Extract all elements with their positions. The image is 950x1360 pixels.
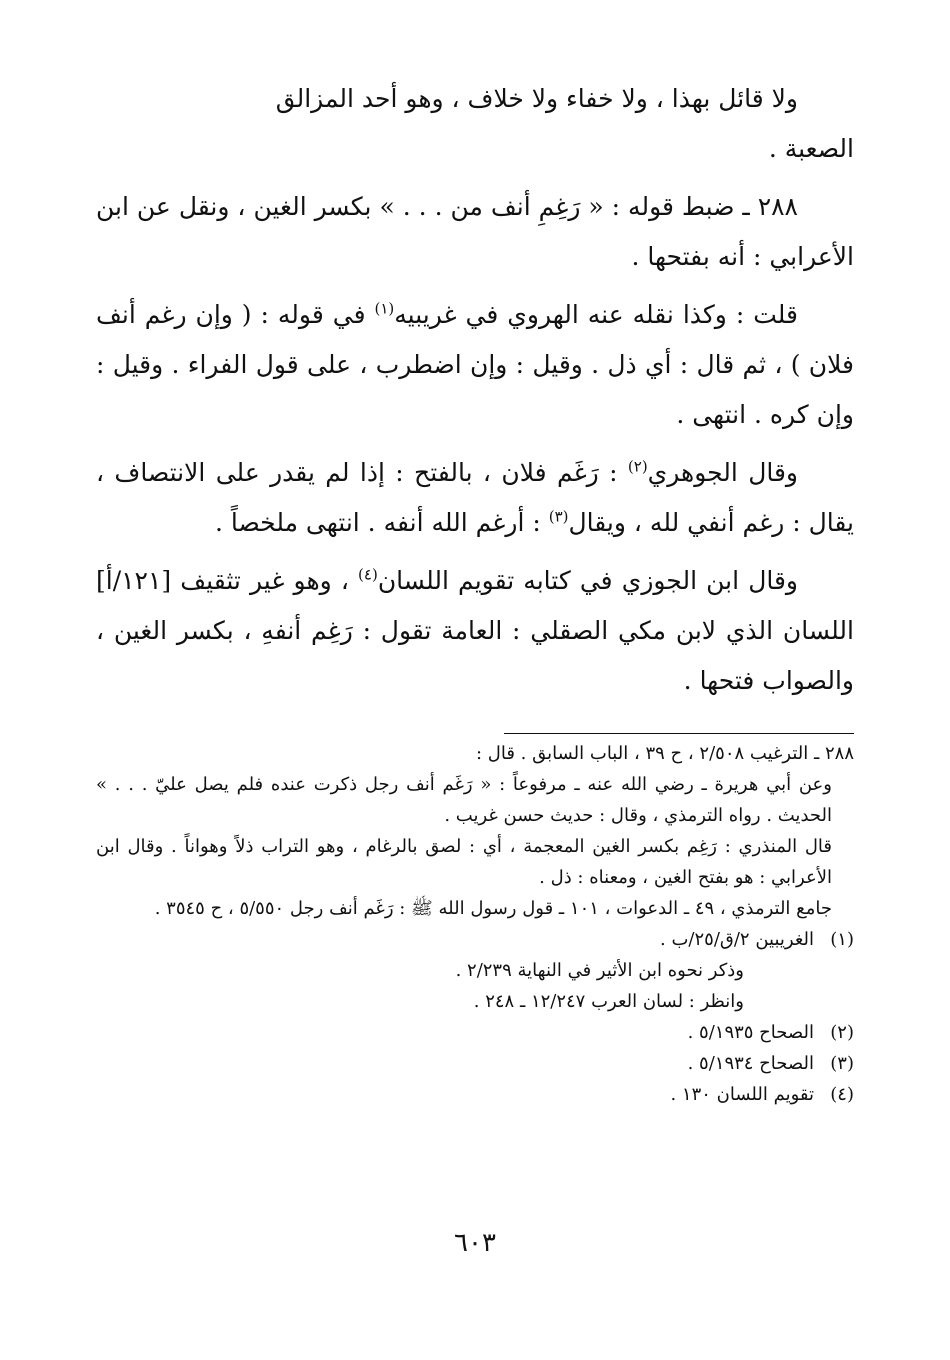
p1-line-1: ولا قائل بهذا ، ولا خفاء ولا خلاف ، وهو أحد المزالق (275, 84, 798, 113)
footnote-1-number: (١) (830, 929, 854, 950)
main-text-body (96, 74, 854, 714)
note-288-hadith: وعن أبي هريرة ـ رضي الله عنه ـ مرفوعاً : « رَغَم أنف رجل ذكرت عنده فلم يصل عليّ . . . » الحديث . رواه الترمذي ، وقال : حديث حسن غريب . (96, 774, 832, 826)
footnote-1-line-3: وانظر : لسان العرب ١٢/٢٤٧ ـ ٢٤٨ . (473, 991, 744, 1012)
p2-text-b: ونقل عن ابن الأعرابي : أنه بفتحها . (96, 192, 854, 271)
footnote-2 (96, 1017, 854, 1048)
footnote-ref-2[interactable]: (٢) (627, 457, 648, 476)
footnote-ref-4[interactable]: (٤) (358, 565, 378, 584)
p4-text-b: : رَغَم فلان ، بالفتح : إذا لم يقدر على الانتصاف ، يقال : رغم أنفي لله ، ويقال (96, 458, 854, 537)
note-288-mundhiri: قال المنذري : رَغِم بكسر الغين المعجمة ، أي : لصق بالرغام ، وهو التراب ذلاً وهواناً . وقال ابن الأعرابي : هو بفتح الغين ، ومعناه : ذل . (96, 836, 832, 888)
footnote-1-line-1: الغريبين ٢/ق/٢٥/ب . (660, 929, 814, 950)
paragraph-3 (96, 290, 854, 440)
footnote-ref-3[interactable]: (٣) (548, 507, 569, 526)
p4-text-c: : أرغم الله أنفه . انتهى ملخصاً . (214, 508, 549, 537)
footnote-2-number: (٢) (830, 1022, 854, 1043)
footnote-3 (96, 1048, 854, 1079)
page-number: ٦٠٣ (454, 1228, 496, 1258)
footnote-1-body (96, 924, 824, 1017)
note-288-tirmidhi: جامع الترمذي ، ٤٩ ـ الدعوات ، ١٠١ ـ قول رسول الله ﷺ : رَغَم أنف رجل ٥/٥٥٠ ، ح ٣٥٤٥ . (154, 898, 832, 919)
p3-text-a: قلت : وكذا نقله عنه الهروي في غريبيه (394, 300, 798, 329)
entry-number: ٢٨٨ ـ (742, 192, 798, 221)
footnote-4 (96, 1079, 854, 1110)
p5-text-b: ، وهو غير تثقيف [١٢١/أ] اللسان الذي لابن مكي الصقلي : العامة تقول : رَغِم أنفهِ ، بكسر الغين ، والصواب فتحها . (96, 566, 854, 695)
p5-text-a: وقال ابن الجوزي في كتابه تقويم اللسان (377, 566, 799, 595)
paragraph-288 (96, 182, 854, 282)
footnote-3-body: الصحاح ٥/١٩٣٤ . (687, 1053, 814, 1074)
p1-line-2: الصعبة . (768, 134, 854, 163)
paragraph-4 (96, 448, 854, 548)
footnote-separator (504, 733, 854, 734)
paragraph-5 (96, 556, 854, 706)
footnote-4-body: تقويم اللسان ١٣٠ . (670, 1084, 814, 1105)
footnote-2-body: الصحاح ٥/١٩٣٥ . (687, 1022, 814, 1043)
paragraph-1 (96, 74, 854, 174)
p2-text-a: ضبط قوله : « رَغِمِ أنف من . . . » بكسر الغين ، (237, 192, 735, 221)
note-288-source: ٢٨٨ ـ الترغيب ٢/٥٠٨ ، ح ٣٩ ، الباب السابق . قال : (475, 743, 854, 764)
p4-text-a: وقال الجوهري (647, 458, 798, 487)
footnote-3-number: (٣) (830, 1053, 854, 1074)
footnote-1 (96, 924, 854, 1017)
footnote-ref-1[interactable]: (١) (374, 299, 395, 318)
footnote-1-line-2: وذكر نحوه ابن الأثير في النهاية ٢/٢٣٩ . (455, 960, 744, 981)
footnotes-section (96, 738, 854, 1110)
footnote-4-number: (٤) (830, 1084, 854, 1105)
p3-text-b: في قوله : ( وإن رغم أنف فلان ) ، ثم قال : أي ذل . وقيل : وإن اضطرب ، على قول الفراء . وقيل : وإن كره . انتهى . (96, 300, 854, 429)
